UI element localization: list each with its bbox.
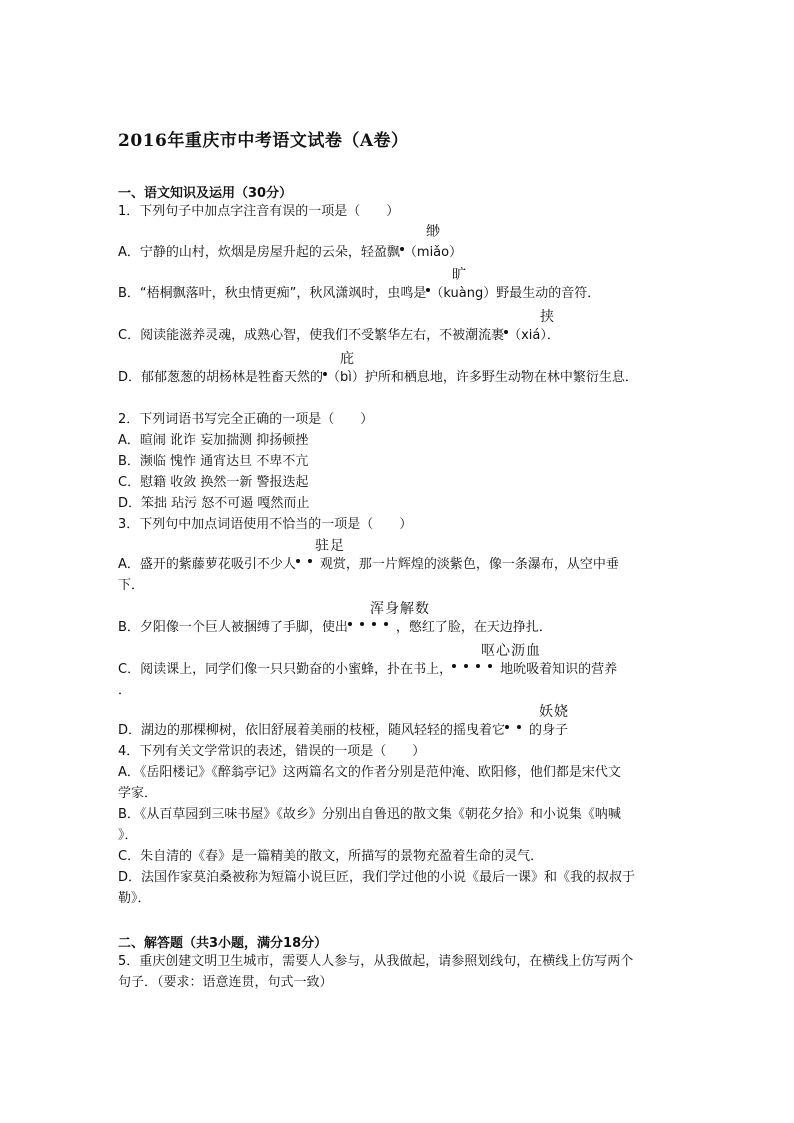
q4-option-d: D．法国作家莫泊桑被称为短篇小说巨匠，我们学过他的小说《最后一课》和《我的叔叔于: [118, 870, 636, 885]
q4-option-a-cont: 学家．: [118, 786, 158, 801]
q3-option-b: [118, 619, 552, 636]
section-heading-2: 二、解答题（共3小题，满分18分）: [118, 936, 328, 951]
q1-b-text-1: B．“梧桐飘落叶，秋虫情更痴”，秋风潇飒时，虫鸣是: [118, 286, 427, 301]
emphasis-dots: [296, 556, 320, 573]
emphasis-dot: [308, 559, 312, 563]
q1-a-text-2: （miǎo）: [403, 245, 463, 260]
emphasis-dots: [348, 619, 396, 636]
q1-b-annotation: 旷: [452, 267, 467, 283]
q1-c-text-2: （xiá）．: [508, 328, 560, 343]
q1-c-annotation: 挟: [540, 309, 555, 325]
question-3-stem: 3．下列句中加点词语使用不恰当的一项是（ ）: [118, 517, 413, 532]
emphasis-dot: [296, 559, 300, 563]
emphasis-dot: [488, 664, 492, 668]
q1-option-d: [118, 369, 638, 386]
q3-a-text-1: A．盛开的紫藤萝花吸引不少人: [118, 557, 296, 572]
q3-c-annotation: 呕心沥血: [481, 643, 541, 659]
question-1-stem: 1．下列句子中加点字注音有误的一项是（ ）: [118, 204, 400, 219]
emphasis-dot: [476, 664, 480, 668]
q3-a-annotation: 驻足: [315, 538, 345, 554]
q2-option-b: B．濒临 愧怍 通宵达旦 不卑不亢: [118, 454, 309, 469]
q3-option-a-cont: 下．: [118, 578, 145, 593]
emphasis-dot: [505, 725, 509, 729]
q1-option-a: [118, 244, 462, 261]
q1-a-annotation: 缈: [426, 224, 441, 240]
q3-option-c: [118, 661, 617, 678]
q3-d-annotation: 妖娆: [539, 704, 569, 720]
question-2-stem: 2．下列词语书写完全正确的一项是（ ）: [118, 412, 374, 427]
q3-option-d: [118, 722, 568, 739]
question-5-line-2: 句子．（要求：语意连贯，句式一致）: [118, 975, 333, 990]
q1-d-annotation: 庇: [340, 351, 355, 367]
q4-option-a: A．《岳阳楼记》《醉翁亭记》这两篇名文的作者分别是范仲淹、欧阳修，他们都是宋代文: [118, 765, 621, 780]
q1-c-text-1: C．阅读能滋养灵魂，成熟心智，使我们不受繁华左右，不被潮流裹: [118, 328, 505, 343]
q3-b-text-2: ，憋红了脸，在天边挣扎．: [395, 620, 552, 635]
emphasis-dot: [452, 664, 456, 668]
emphasis-dot: [372, 622, 376, 626]
q1-d-text-1: D．郁郁葱葱的胡杨林是牲畜天然的: [118, 370, 324, 385]
q4-option-c: C．朱自清的《春》是一篇精美的散文，所描写的景物充盈着生命的灵气．: [118, 849, 544, 864]
emphasis-dots: [452, 661, 500, 678]
q3-a-text-2: 观赏，那一片辉煌的淡紫色，像一条瀑布，从空中垂: [319, 557, 619, 572]
q2-option-a: A．暄闹 讹诈 妄加揣测 抑扬顿挫: [118, 433, 309, 448]
q3-b-text-1: B．夕阳像一个巨人被捆缚了手脚，使出: [118, 620, 348, 635]
q1-a-text-1: A．宁静的山村，炊烟是房屋升起的云朵，轻盈飘: [118, 245, 400, 260]
emphasis-dot: [464, 664, 468, 668]
q3-d-text-1: D．湖边的那棵柳树，依旧舒展着美丽的枝桠，随风轻轻的摇曳着它: [118, 723, 506, 738]
q2-option-c: C．慰籍 收敛 换然一新 警报迭起: [118, 475, 309, 490]
q2-option-d: D．笨拙 玷污 怒不可遏 嘎然而止: [118, 496, 310, 511]
exam-title: 2016年重庆市中考语文试卷（A卷）: [118, 131, 409, 151]
q3-option-c-cont: ．: [118, 683, 132, 698]
q1-d-text-2: （bì）护所和栖息地，许多野生动物在林中繁衍生息．: [327, 370, 638, 385]
emphasis-dots: [505, 722, 529, 739]
emphasis-dot: [360, 622, 364, 626]
q3-d-text-2: 的身子: [529, 723, 569, 738]
q4-option-b-cont: 》．: [118, 828, 138, 843]
question-5-line-1: 5．重庆创建文明卫生城市，需要人人参与，从我做起，请参照划线句，在横线上仿写两个: [118, 954, 634, 969]
q4-option-b: B．《从百草园到三味书屋》《故乡》分别出自鲁迅的散文集《朝花夕拾》和小说集《呐喊: [118, 807, 621, 822]
q1-option-b: [118, 285, 600, 302]
q1-option-c: [118, 327, 560, 344]
q3-c-text-2: 地吮吸着知识的营养: [500, 662, 618, 677]
emphasis-dot: [517, 725, 521, 729]
section-heading-1: 一、语文知识及运用（30分）: [118, 186, 293, 201]
emphasis-dot: [348, 622, 352, 626]
question-4-stem: 4．下列有关文学常识的表述，错误的一项是（ ）: [118, 744, 426, 759]
q1-b-text-2: （kuàng）野最生动的音符．: [430, 286, 601, 301]
q4-option-d-cont: 勒》．: [118, 891, 151, 906]
q3-b-annotation: 浑身解数: [370, 601, 430, 617]
q3-option-a: [118, 556, 619, 573]
emphasis-dot: [384, 622, 388, 626]
q3-c-text-1: C．阅读课上，同学们像一只只勤奋的小蜜蜂，扑在书上，: [118, 662, 453, 677]
